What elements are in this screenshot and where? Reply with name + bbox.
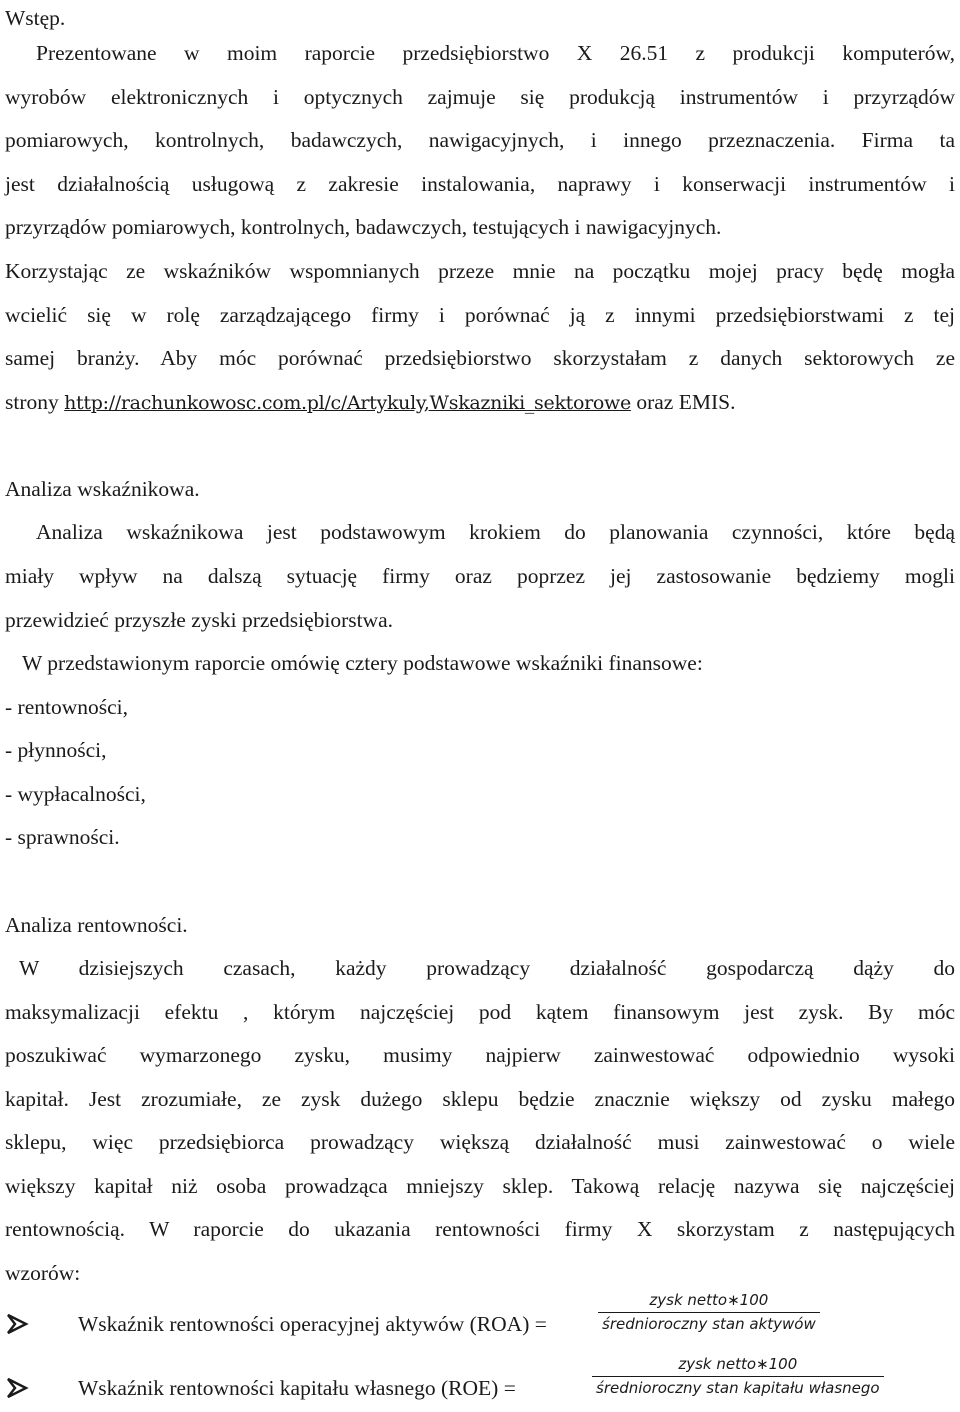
formula-roa xyxy=(0,1291,960,1346)
intro-text: oraz EMIS. xyxy=(630,390,736,414)
profitability-line: wzorów: xyxy=(5,1261,81,1285)
profitability-line: sklepu, więc przedsiębiorca prowadzący większą działalność musi zainwestować o wiele xyxy=(5,1130,955,1154)
profitability-line: W dzisiejszych czasach, każdy prowadzący działalność gospodarczą dąży do xyxy=(19,956,955,980)
arrow-bullet-icon xyxy=(6,1312,44,1336)
formula-roa-denominator: średnioroczny stan aktywów xyxy=(602,1315,816,1333)
ratio-line: miały wpływ na dalszą sytuację firmy oraz poprzez jej zastosowanie będziemy mogli xyxy=(5,564,955,588)
formula-roe-denominator: średnioroczny stan kapitału własnego xyxy=(596,1379,880,1397)
formula-roa-numerator: zysk netto∗100 xyxy=(649,1291,769,1309)
profitability-line: poszukiwać wymarzonego zysku, musimy najpierw zainwestować odpowiednio wysoki xyxy=(5,1043,955,1067)
ratio-line: Analiza wskaźnikowa jest podstawowym krokiem do planowania czynności, które będą xyxy=(36,520,955,544)
profitability-line: rentownością. W raporcie do ukazania rentowności firmy X skorzystam z następujących xyxy=(5,1217,955,1241)
intro-line: jest działalnością usługową z zakresie instalowania, naprawy i konserwacji instrumentów i xyxy=(5,172,955,196)
intro-line: przyrządów pomiarowych, kontrolnych, badawczych, testujących i nawigacyjnych. xyxy=(5,215,722,239)
formula-roe-label: Wskaźnik rentowności kapitału własnego (ROE) = xyxy=(78,1376,516,1400)
heading-intro: Wstęp. xyxy=(5,6,66,30)
list-item: - sprawności. xyxy=(5,825,120,849)
intro-last-line xyxy=(5,387,955,418)
fraction-bar xyxy=(598,1312,820,1313)
ratio-line: przewidzieć przyszłe zyski przedsiębiorstwa. xyxy=(5,608,394,632)
formula-roa-fraction xyxy=(598,1290,820,1334)
sector-data-link[interactable]: http://rachunkowosc.com.pl/c/Artykuly,Wskazniki_sektorowe xyxy=(64,392,631,414)
heading-ratio-analysis: Analiza wskaźnikowa. xyxy=(5,477,200,501)
ratio-list-intro: W przedstawionym raporcie omówię cztery podstawowe wskaźniki finansowe: xyxy=(22,651,703,675)
list-item: - wypłacalności, xyxy=(5,782,146,806)
formula-roe xyxy=(0,1355,960,1410)
intro-line: Korzystając ze wskaźników wspomnianych przeze mnie na początku mojej pracy będę mogła xyxy=(5,259,955,283)
formula-roe-numerator: zysk netto∗100 xyxy=(678,1355,798,1373)
fraction-bar xyxy=(592,1376,884,1377)
profitability-line: maksymalizacji efektu , którym najczęściej pod kątem finansowym jest zysk. By móc xyxy=(5,1000,955,1024)
intro-line: wcielić się w rolę zarządzającego firmy i porównać ją z innymi przedsiębiorstwami z tej xyxy=(5,303,955,327)
list-item: - rentowności, xyxy=(5,695,128,719)
profitability-line: większy kapitał niż osoba prowadząca mniejszy sklep. Takową relację nazywa się najczęściej xyxy=(5,1174,955,1198)
formula-roe-fraction xyxy=(592,1354,884,1398)
arrow-bullet-icon xyxy=(6,1376,44,1400)
intro-line: pomiarowych, kontrolnych, badawczych, nawigacyjnych, i innego przeznaczenia. Firma ta xyxy=(5,128,955,152)
intro-line: wyrobów elektronicznych i optycznych zajmuje się produkcją instrumentów i przyrządów xyxy=(5,85,955,109)
heading-profitability: Analiza rentowności. xyxy=(5,913,188,937)
intro-text: strony xyxy=(5,390,65,414)
intro-line: samej branży. Aby móc porównać przedsiębiorstwo skorzystałam z danych sektorowych ze xyxy=(5,346,955,370)
list-item: - płynności, xyxy=(5,738,107,762)
intro-line: Prezentowane w moim raporcie przedsiębiorstwo X 26.51 z produkcji komputerów, xyxy=(36,41,955,65)
profitability-line: kapitał. Jest zrozumiałe, ze zysk dużego sklepu będzie znacznie większy od zysku małego xyxy=(5,1087,955,1111)
formula-roa-label: Wskaźnik rentowności operacyjnej aktywów (ROA) = xyxy=(78,1312,547,1336)
